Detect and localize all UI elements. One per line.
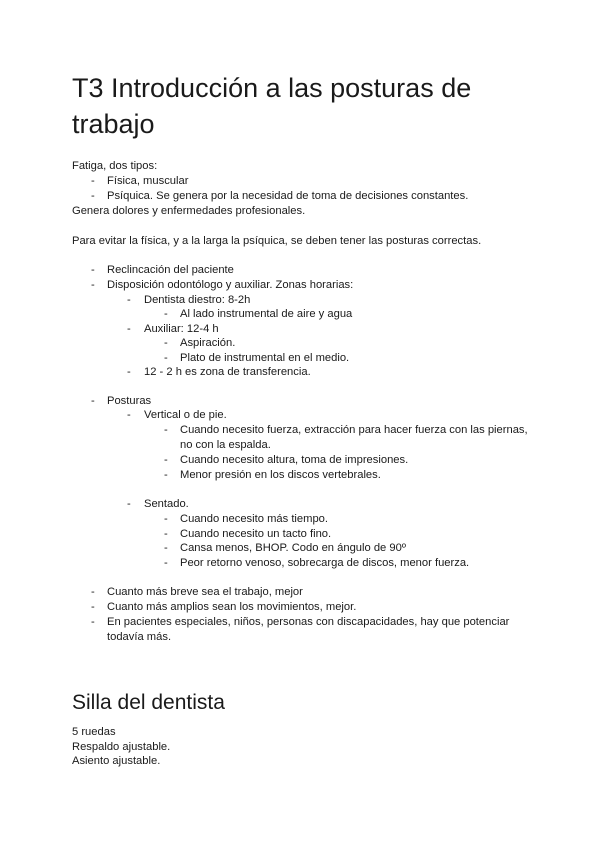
list-item: Dentista diestro: 8-2h <box>144 294 251 306</box>
bullet-dash: - <box>127 323 131 335</box>
list-item: Plato de instrumental en el medio. <box>180 352 350 364</box>
bullet-dash: - <box>164 557 168 569</box>
list-item: Reclincación del paciente <box>107 264 234 276</box>
list-item: Cuando necesito altura, toma de impresiones. <box>180 454 409 466</box>
list-item: Al lado instrumental de aire y agua <box>180 308 353 320</box>
section-title: Silla del dentista <box>72 691 225 714</box>
list-item: Aspiración. <box>180 337 236 349</box>
bullet-dash: - <box>164 528 168 540</box>
list-item: Auxiliar: 12-4 h <box>144 323 219 335</box>
bullet-dash: - <box>91 601 95 613</box>
list-item: Cuanto más amplios sean los movimientos, mejor. <box>107 601 357 613</box>
list-item: Psíquica. Se genera por la necesidad de toma de decisiones constantes. <box>107 190 469 202</box>
bullet-dash: - <box>91 616 95 628</box>
list-item: Física, muscular <box>107 175 189 187</box>
bullet-dash: - <box>91 279 95 291</box>
list-item: Cuando necesito fuerza, extracción para hacer fuerza con las piernas, <box>180 424 528 436</box>
list-item: Vertical o de pie. <box>144 409 227 421</box>
list-item-continuation: no con la espalda. <box>180 439 271 451</box>
bullet-dash: - <box>164 513 168 525</box>
list-item: Cuando necesito más tiempo. <box>180 513 329 525</box>
evitar-line: Para evitar la física, y a la larga la psíquica, se deben tener las posturas correctas. <box>72 235 482 247</box>
bullet-dash: - <box>164 337 168 349</box>
bullet-dash: - <box>91 190 95 202</box>
page-title: T3 Introducción a las posturas de trabajo <box>72 73 472 139</box>
bullet-dash: - <box>164 352 168 364</box>
bullet-dash: - <box>164 308 168 320</box>
bullet-dash: - <box>127 409 131 421</box>
bullet-dash: - <box>164 469 168 481</box>
list-item: Peor retorno venoso, sobrecarga de discos, menor fuerza. <box>180 557 470 569</box>
silla-line: 5 ruedas <box>72 726 116 738</box>
bullet-dash: - <box>91 264 95 276</box>
silla-line: Respaldo ajustable. <box>72 741 171 753</box>
silla-line: Asiento ajustable. <box>72 755 161 767</box>
bullet-dash: - <box>91 395 95 407</box>
bullet-dash: - <box>91 175 95 187</box>
bullet-dash: - <box>127 498 131 510</box>
bullet-dash: - <box>164 424 168 436</box>
bullet-dash: - <box>127 366 131 378</box>
fatiga-intro: Fatiga, dos tipos: <box>72 160 158 172</box>
list-item: Cansa menos, BHOP. Codo en ángulo de 90º <box>180 542 406 554</box>
bullet-dash: - <box>164 454 168 466</box>
list-item: 12 - 2 h es zona de transferencia. <box>144 366 311 378</box>
list-item: Cuanto más breve sea el trabajo, mejor <box>107 586 303 598</box>
genera-line: Genera dolores y enfermedades profesionales. <box>72 205 306 217</box>
bullet-dash: - <box>91 586 95 598</box>
list-item: Posturas <box>107 395 152 407</box>
list-item: Cuando necesito un tacto fino. <box>180 528 332 540</box>
list-item-continuation: todavía más. <box>107 631 172 643</box>
list-item: En pacientes especiales, niños, personas con discapacidades, hay que potenciar <box>107 616 510 628</box>
list-item: Menor presión en los discos vertebrales. <box>180 469 381 481</box>
bullet-dash: - <box>164 542 168 554</box>
list-item: Sentado. <box>144 498 189 510</box>
bullet-dash: - <box>127 294 131 306</box>
list-item: Disposición odontólogo y auxiliar. Zonas horarias: <box>107 279 354 291</box>
